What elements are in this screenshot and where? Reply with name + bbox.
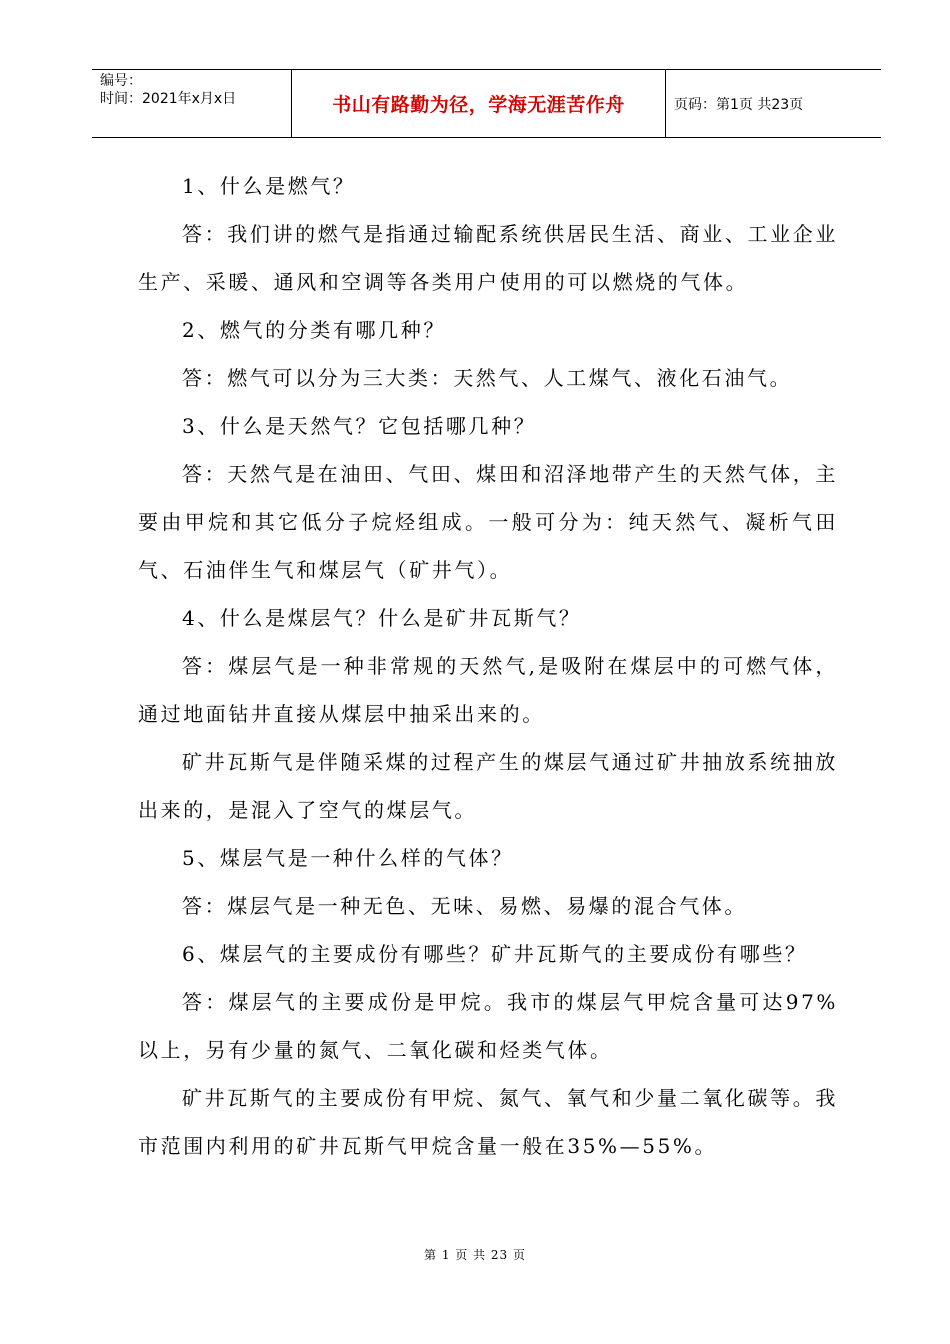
document-number-label: 编号： bbox=[100, 73, 142, 89]
answer-6: 答：煤层气的主要成份是甲烷。我市的煤层气甲烷含量可达97%以上，另有少量的氮气、二氧化碳和烃类气体。 bbox=[138, 990, 838, 1062]
answer-5: 答：煤层气是一种无色、无味、易燃、易爆的混合气体。 bbox=[182, 894, 747, 918]
document-header bbox=[92, 69, 881, 138]
question-2: 2、燃气的分类有哪几种？ bbox=[182, 318, 446, 342]
question-5: 5、煤层气是一种什么样的气体？ bbox=[182, 846, 514, 870]
question-3: 3、什么是天然气？它包括哪几种？ bbox=[182, 414, 537, 438]
answer-6-continued: 矿井瓦斯气的主要成份有甲烷、氮气、氧气和少量二氧化碳等。我市范围内利用的矿井瓦斯气甲烷含量一般在35%—55%。 bbox=[138, 1086, 838, 1158]
answer-4-continued: 矿井瓦斯气是伴随采煤的过程产生的煤层气通过矿井抽放系统抽放出来的，是混入了空气的煤层气。 bbox=[138, 750, 838, 822]
question-1: 1、什么是燃气？ bbox=[182, 174, 356, 198]
answer-4: 答：煤层气是一种非常规的天然气,是吸附在煤层中的可燃气体，通过地面钻井直接从煤层中抽采出来的。 bbox=[138, 654, 838, 726]
header-motto: 书山有路勤为径，学海无涯苦作舟 bbox=[292, 70, 666, 137]
answer-3: 答：天然气是在油田、气田、煤田和沼泽地带产生的天然气体，主要由甲烷和其它低分子烷烃组成。一般可分为：纯天然气、凝析气田气、石油伴生气和煤层气（矿井气）。 bbox=[138, 462, 838, 582]
document-time-label: 时间：2021年x月x日 bbox=[100, 91, 237, 107]
header-page-label: 页码：第1页 共23页 bbox=[674, 96, 804, 113]
answer-2: 答：燃气可以分为三大类：天然气、人工煤气、液化石油气。 bbox=[182, 366, 793, 390]
page-footer: 第 1 页 共 23 页 bbox=[424, 1248, 526, 1262]
answer-1: 答：我们讲的燃气是指通过输配系统供居民生活、商业、工业企业生产、采暖、通风和空调等各类用户使用的可以燃烧的气体。 bbox=[138, 222, 838, 294]
question-4: 4、什么是煤层气？什么是矿井瓦斯气？ bbox=[182, 606, 582, 630]
header-meta bbox=[92, 70, 292, 137]
document-body bbox=[138, 162, 838, 1170]
question-6: 6、煤层气的主要成份有哪些？矿井瓦斯气的主要成份有哪些？ bbox=[182, 942, 808, 966]
